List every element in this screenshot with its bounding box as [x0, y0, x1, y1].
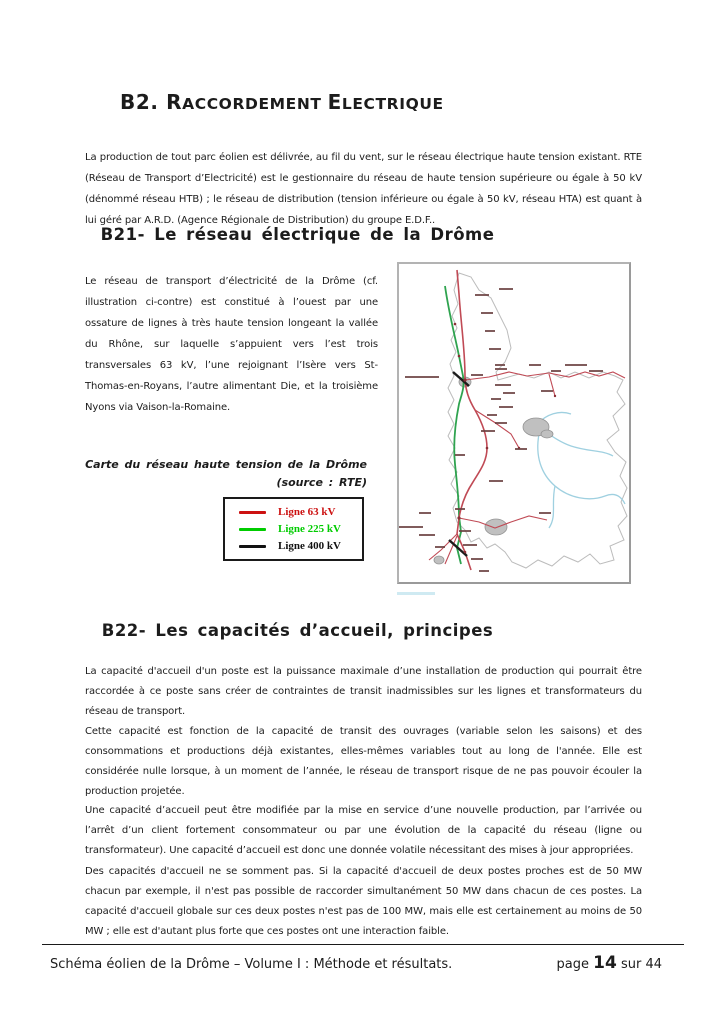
footer-divider: [42, 944, 684, 945]
section-b21-body: Le réseau de transport d’électricité de la Drôme (cf. illustration ci-contre) est constitué à l’ouest par une ossature de lignes à très haute tension longeant la vallée du Rhône, sur laquelle s’appuient vers l’est trois transversales 63 kV, l’une rejoignant l’Isère vers St-Thomas-en-Royans, l’autre alimentant Die, et la troisième Nyons via Vaison-la-Romaine.: [85, 276, 378, 413]
legend-line-swatch-400kv: [239, 545, 266, 548]
figure-caption-line2: (source : RTE): [276, 476, 367, 489]
footer-document-title: Schéma éolien de la Drôme – Volume I : Méthode et résultats.: [50, 957, 453, 972]
page-title-part: ACCORDEMENT: [182, 95, 328, 113]
legend-label-400kv: Ligne 400 kV: [278, 540, 341, 552]
legend-row-63kv: [239, 506, 362, 518]
legend-line-swatch-225kv: [239, 528, 266, 531]
intro-paragraph: La production de tout parc éolien est délivrée, au fil du vent, sur le réseau électrique haute tension existant. RTE (Réseau de Transport d’Electricité) est le gestionnaire du réseau de haute tension supérieure ou égale à 50 kV (dénommé réseau HTB) ; le réseau de distribution (tension inférieure ou égale à 50 kV, réseau HTA) est quant à lui géré par A.R.D. (Agence Régionale de Distribution) du groupe E.D.F..: [85, 152, 642, 226]
legend-row-225kv: [239, 523, 362, 535]
figure-caption: [85, 456, 367, 492]
footer-page-prefix: page: [556, 957, 594, 972]
legend-row-400kv: [239, 540, 362, 552]
drome-network-map: [399, 264, 629, 582]
page-footer: [42, 953, 684, 973]
b22-paragraph-4: Des capacités d'accueil ne se somment pas. Si la capacité d'accueil de deux postes proches est de 50 MW chacun par exemple, il n'est pas possible de raccorder simultanément 50 MW dans chacun de ces postes. La capacité d'accueil globale sur ces deux postes n'est pas de 100 MW, mais elle est certainement au moins de 50 MW ; elle est d'autant plus forte que ces postes ont une interaction faible.: [85, 866, 642, 937]
footer-page-suffix: sur 44: [616, 957, 662, 972]
b22-paragraph-3: Une capacité d’accueil peut être modifiée par la mise en service d’une nouvelle production, par l’arrivée ou l’arrêt d’un client fortement consommateur ou par une évolution de la capacité du réseau (ligne ou transformateur). Une capacité d’accueil est donc une donnée volatile nécessitant des mises à jour appropriées.: [85, 805, 642, 856]
legend-label-63kv: Ligne 63 kV: [278, 506, 336, 518]
b22-paragraph-2: Cette capacité est fonction de la capacité de transit des ouvrages (variable selon les saisons) et des consommations et productions déjà existantes, elles-mêmes variables tout au long de l'année. Elle est considérée nulle lorsque, à un moment de l’année, le réseau de transport risque de ne pas pouvoir écouler la production projetée.: [85, 726, 642, 797]
legend-line-swatch-63kv: [239, 511, 266, 514]
page-title-part: LECTRIQUE: [341, 95, 444, 113]
legend-label-225kv: Ligne 225 kV: [278, 523, 341, 535]
page-title-part: B2. R: [120, 90, 183, 114]
figure-caption-line1: Carte du réseau haute tension de la Drôme: [85, 458, 367, 471]
page-title-part: E: [327, 90, 342, 114]
footer-page-indicator: [557, 953, 684, 973]
map-edge-artifact: [397, 592, 435, 595]
map-legend: [223, 497, 364, 561]
section-b22-heading: B22- Les capacités d’accueil, principes: [101, 621, 494, 640]
page-title: [120, 90, 444, 114]
section-b21-heading: B21- Le réseau électrique de la Drôme: [100, 225, 495, 244]
map-figure: [397, 262, 631, 584]
footer-page-number: 14: [593, 953, 617, 973]
b22-paragraph-1: La capacité d'accueil d'un poste est la puissance maximale d’une installation de production qui pourrait être raccordée à ce poste sans créer de contraintes de transit inadmissibles sur les lignes et transformateurs du réseau de transport.: [85, 666, 642, 717]
